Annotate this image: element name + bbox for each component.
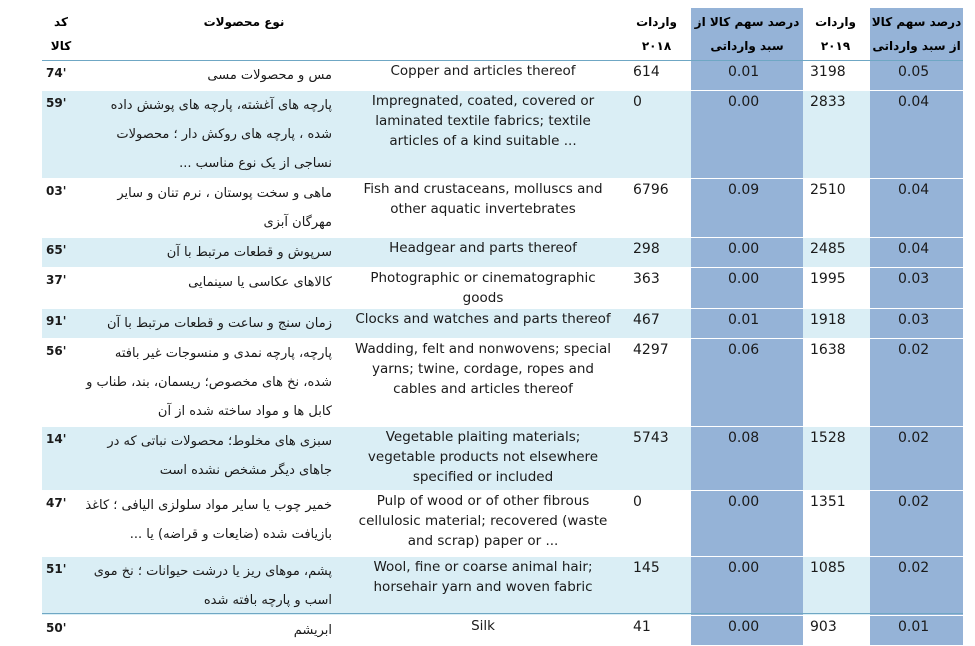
cell-share-2018: 0.00: [691, 237, 803, 267]
table-row: [42, 338, 963, 426]
cell-share-2019: 0.03: [870, 308, 963, 338]
cell-name-en: Vegetable plaiting materials; vegetable products not elsewhere specified or included: [342, 426, 624, 490]
cell-code: 50': [46, 620, 67, 635]
cell-name-fa: ماهی و سخت پوستان ، نرم تنان و سایر مهرگان آبزی: [117, 185, 332, 230]
cell-imports-2019: 3198: [810, 63, 846, 80]
cell-imports-2018: 363: [633, 270, 660, 287]
cell-name-en: Wool, fine or coarse animal hair; horsehair yarn and woven fabric: [342, 556, 624, 615]
header-imports-2019: واردات ۲۰۱۹: [803, 8, 870, 60]
cell-share-2019: 0.02: [870, 556, 963, 615]
header-row: [42, 8, 963, 60]
cell-share-2018: 0.08: [691, 426, 803, 490]
cell-imports-2019: 1528: [803, 426, 870, 490]
cell-share-2019: 0.01: [870, 615, 963, 645]
cell-name-fa: زمان سنج و ساعت و قطعات مرتبط با آن: [84, 308, 342, 338]
header-share-2018: درصد سهم کالا از سبد وارداتی: [691, 8, 803, 60]
cell-name-en: Headgear and parts thereof: [342, 237, 624, 267]
cell-imports-2019: 1918: [803, 308, 870, 338]
table-row: [42, 308, 963, 338]
cell-name-en: Photographic or cinematographic goods: [370, 269, 596, 306]
cell-share-2018: 0.00: [691, 615, 803, 645]
cell-share-2019: 0.03: [870, 267, 963, 308]
header-code: کد کالا: [42, 8, 84, 60]
cell-share-2018: 0.09: [691, 178, 803, 237]
cell-name-fa: خمیر چوب یا سایر مواد سلولزی الیافی ؛ کاغذ بازیافت شده (ضایعات و قراضه) یا ...: [85, 497, 332, 542]
cell-code: 91': [42, 308, 84, 338]
cell-name-fa: سبزی های مخلوط؛ محصولات نباتی که در جاهای دیگر مشخص نشده است: [84, 426, 342, 490]
cell-imports-2019: 1995: [810, 270, 846, 287]
header-product-type: نوع محصولات: [84, 8, 624, 60]
cell-name-fa: پشم، موهای ریز یا درشت حیوانات ؛ نخ موی اسب و پارچه بافته شده: [84, 556, 342, 615]
cell-code: 14': [42, 426, 84, 490]
cell-name-en: Fish and crustaceans, molluscs and other aquatic invertebrates: [363, 180, 603, 217]
cell-imports-2018: 41: [633, 618, 651, 635]
cell-share-2018: 0.01: [691, 60, 803, 90]
cell-imports-2019: 2510: [810, 181, 846, 198]
cell-share-2018: 0.01: [691, 308, 803, 338]
table-row: [42, 90, 963, 178]
cell-share-2019: 0.05: [870, 60, 963, 90]
table-row: [42, 490, 963, 556]
cell-imports-2018: 0: [633, 493, 642, 510]
cell-share-2019: 0.02: [870, 426, 963, 490]
cell-code: 47': [46, 495, 67, 510]
cell-imports-2019: 1351: [810, 493, 846, 510]
cell-code: 59': [42, 90, 84, 178]
table-row: [42, 267, 963, 308]
cell-share-2019: 0.04: [870, 237, 963, 267]
cell-name-fa: سرپوش و قطعات مرتبط با آن: [84, 237, 342, 267]
cell-imports-2018: 467: [624, 308, 691, 338]
cell-code: 51': [42, 556, 84, 615]
cell-imports-2018: 0: [624, 90, 691, 178]
cell-share-2019: 0.04: [870, 90, 963, 178]
table-row: [42, 60, 963, 90]
cell-name-en: Silk: [471, 617, 495, 634]
table-row: [42, 237, 963, 267]
cell-imports-2018: 4297: [633, 341, 669, 358]
cell-imports-2019: 2833: [803, 90, 870, 178]
cell-code: 65': [42, 237, 84, 267]
header-share-2019: درصد سهم کالا از سبد وارداتی: [870, 8, 963, 60]
cell-share-2018: 0.00: [691, 90, 803, 178]
cell-name-fa: پارچه های آغشته، پارچه های پوشش داده شده ، پارچه های روکش دار ؛ محصولات نساجی از یک نوع مناسب ...: [84, 90, 342, 178]
cell-name-en: Pulp of wood or of other fibrous cellulosic material; recovered (waste and scrap) paper or ...: [358, 492, 608, 549]
table-bottom-rule: [42, 613, 963, 614]
table-row: [42, 178, 963, 237]
cell-share-2019: 0.02: [870, 490, 963, 556]
cell-code: 37': [46, 272, 67, 287]
cell-name-fa: مس و محصولات مسی: [207, 67, 332, 83]
cell-share-2018: 0.06: [691, 338, 803, 426]
cell-imports-2018: 614: [633, 63, 660, 80]
cell-share-2019: 0.02: [870, 338, 963, 426]
cell-imports-2019: 1638: [810, 341, 846, 358]
cell-name-en: Clocks and watches and parts thereof: [342, 308, 624, 338]
cell-name-fa: پارچه، پارچه نمدی و منسوجات غیر بافته شده، نخ های مخصوص؛ ریسمان، بند، طناب و کابل ها و مواد ساخته شده از آن: [86, 345, 332, 419]
cell-imports-2019: 903: [810, 618, 837, 635]
cell-name-en: Copper and articles thereof: [390, 62, 576, 79]
cell-name-fa: ابریشم: [293, 622, 332, 638]
cell-name-en: Impregnated, coated, covered or laminated textile fabrics; textile articles of a kind suitable ...: [342, 90, 624, 178]
header-imports-2018: واردات ۲۰۱۸: [624, 8, 691, 60]
cell-code: 74': [46, 65, 67, 80]
table-row: [42, 556, 963, 615]
cell-imports-2019: 1085: [803, 556, 870, 615]
cell-share-2018: 0.00: [691, 267, 803, 308]
cell-code: 03': [46, 183, 67, 198]
cell-code: 56': [46, 343, 67, 358]
cell-share-2018: 0.00: [691, 490, 803, 556]
cell-imports-2018: 298: [624, 237, 691, 267]
table-row: [42, 426, 963, 490]
cell-imports-2018: 5743: [624, 426, 691, 490]
cell-share-2018: 0.00: [691, 556, 803, 615]
cell-imports-2018: 6796: [633, 181, 669, 198]
table-row: [42, 615, 963, 645]
cell-name-fa: کالاهای عکاسی یا سینمایی: [188, 274, 332, 290]
cell-share-2019: 0.04: [870, 178, 963, 237]
imports-table: [42, 8, 963, 646]
cell-imports-2018: 145: [624, 556, 691, 615]
cell-name-en: Wadding, felt and nonwovens; special yarns; twine, cordage, ropes and cables and articles thereof: [355, 340, 611, 397]
cell-imports-2019: 2485: [803, 237, 870, 267]
